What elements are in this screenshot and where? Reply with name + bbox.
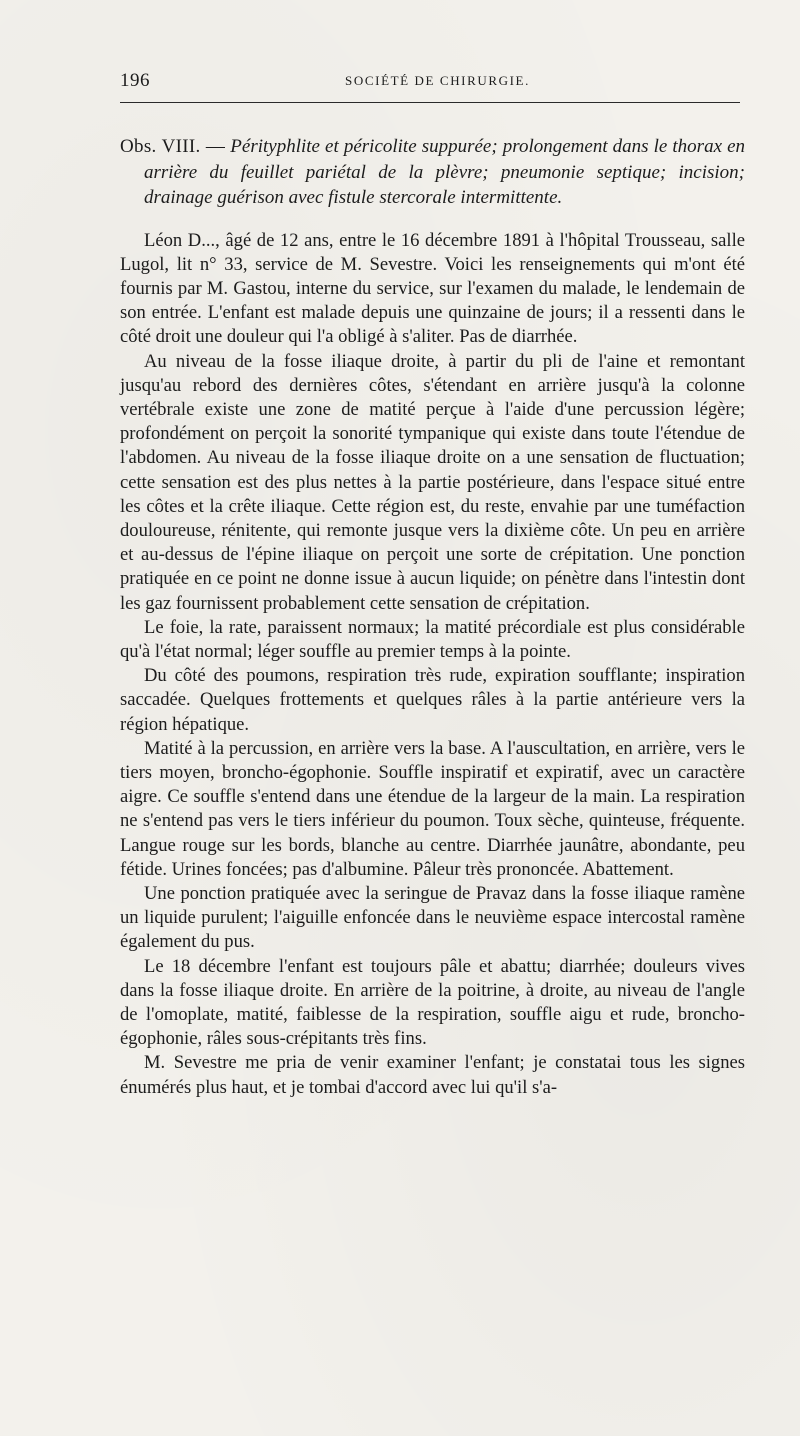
running-head: SOCIÉTÉ DE CHIRURGIE. — [345, 73, 530, 88]
paragraph-2: Au niveau de la fosse iliaque droite, à partir du pli de l'aine et remontant jusqu'au rebord des dernières côtes, s'étendant en arrière jusqu'à la colonne vertébrale existe une zone de matité perçue à l'aide d'une percussion légère; profondément on perçoit la sonorité tympanique qui existe dans toute l'étendue de l'abdomen. Au niveau de la fosse iliaque droite on a une sensation de fluctuation; cette sensation est des plus nettes à la partie postérieure, dans l'espace situé entre les côtes et la crête iliaque. Cette région est, du reste, envahie par une tuméfaction douloureuse, rénitente, qui remonte jusque vers la dixième côte. Un peu en arrière et au-dessus de l'épine iliaque on perçoit une sorte de crépitation. Une ponction pratiquée en ce point ne donne issue à aucun liquide; on pénètre dans l'intestin dont les gaz fournissent probablement cette sensation de crépitation. — [120, 350, 745, 614]
observation-title: Pérityphlite et péricolite suppurée; prolongement dans le thorax en arrière du feuillet pariétal de la plèvre; pneumonie septique; incision; drainage guérison avec fistule stercorale intermittente. — [144, 136, 746, 208]
header-rule — [120, 102, 740, 103]
paragraph-8: M. Sevestre me pria de venir examiner l'enfant; je constatai tous les signes énumérés plus haut, et je tombai d'accord avec lui qu'il s'a- — [120, 1052, 745, 1098]
observation-heading — [120, 134, 745, 211]
body-text — [120, 134, 745, 1100]
observation-label: Obs. VIII. — — [120, 136, 226, 157]
page-header — [120, 70, 740, 94]
paragraph-5: Matité à la percussion, en arrière vers la base. A l'auscultation, en arrière, vers le tiers moyen, broncho-égophonie. Souffle inspiratif et expiratif, avec un caractère aigre. Ce souffle s'entend dans une étendue de la largeur de la main. La respiration ne s'entend pas vers le tiers inférieur du poumon. Toux sèche, quinteuse, fréquente. Langue rouge sur les bords, blanche au centre. Diarrhée jaunâtre, abondante, peu fétide. Urines foncées; pas d'albumine. Pâleur très prononcée. Abattement. — [120, 737, 745, 880]
paragraph-4: Du côté des poumons, respiration très rude, expiration soufflante; inspiration saccadée. Quelques frottements et quelques râles à la partie antérieure vers la région hépatique. — [120, 665, 745, 735]
page-number: 196 — [120, 70, 150, 91]
paragraph-7: Le 18 décembre l'enfant est toujours pâle et abattu; diarrhée; douleurs vives dans la fosse iliaque droite. En arrière de la poitrine, à droite, au niveau de l'angle de l'omoplate, matité, faiblesse de la respiration, souffle aigu et rude, broncho-égophonie, râles sous-crépitants très fins. — [120, 955, 745, 1050]
paragraph-1: Léon D..., âgé de 12 ans, entre le 16 décembre 1891 à l'hôpital Trousseau, salle Lugol, lit n° 33, service de M. Sevestre. Voici les renseignements qui m'ont été fournis par M. Gastou, interne du service, sur l'examen du malade, le lendemain de son entrée. L'enfant est malade depuis une quinzaine de jours; il a ressenti dans le côté droit une douleur qui l'a obligé à s'aliter. Pas de diarrhée. — [120, 229, 745, 348]
paragraph-6: Une ponction pratiquée avec la seringue de Pravaz dans la fosse iliaque ramène un liquide purulent; l'aiguille enfoncée dans le neuvième espace intercostal ramène également du pus. — [120, 882, 745, 953]
paragraph-3: Le foie, la rate, paraissent normaux; la matité précordiale est plus considérable qu'à l'état normal; léger souffle au premier temps à la pointe. — [120, 616, 745, 662]
